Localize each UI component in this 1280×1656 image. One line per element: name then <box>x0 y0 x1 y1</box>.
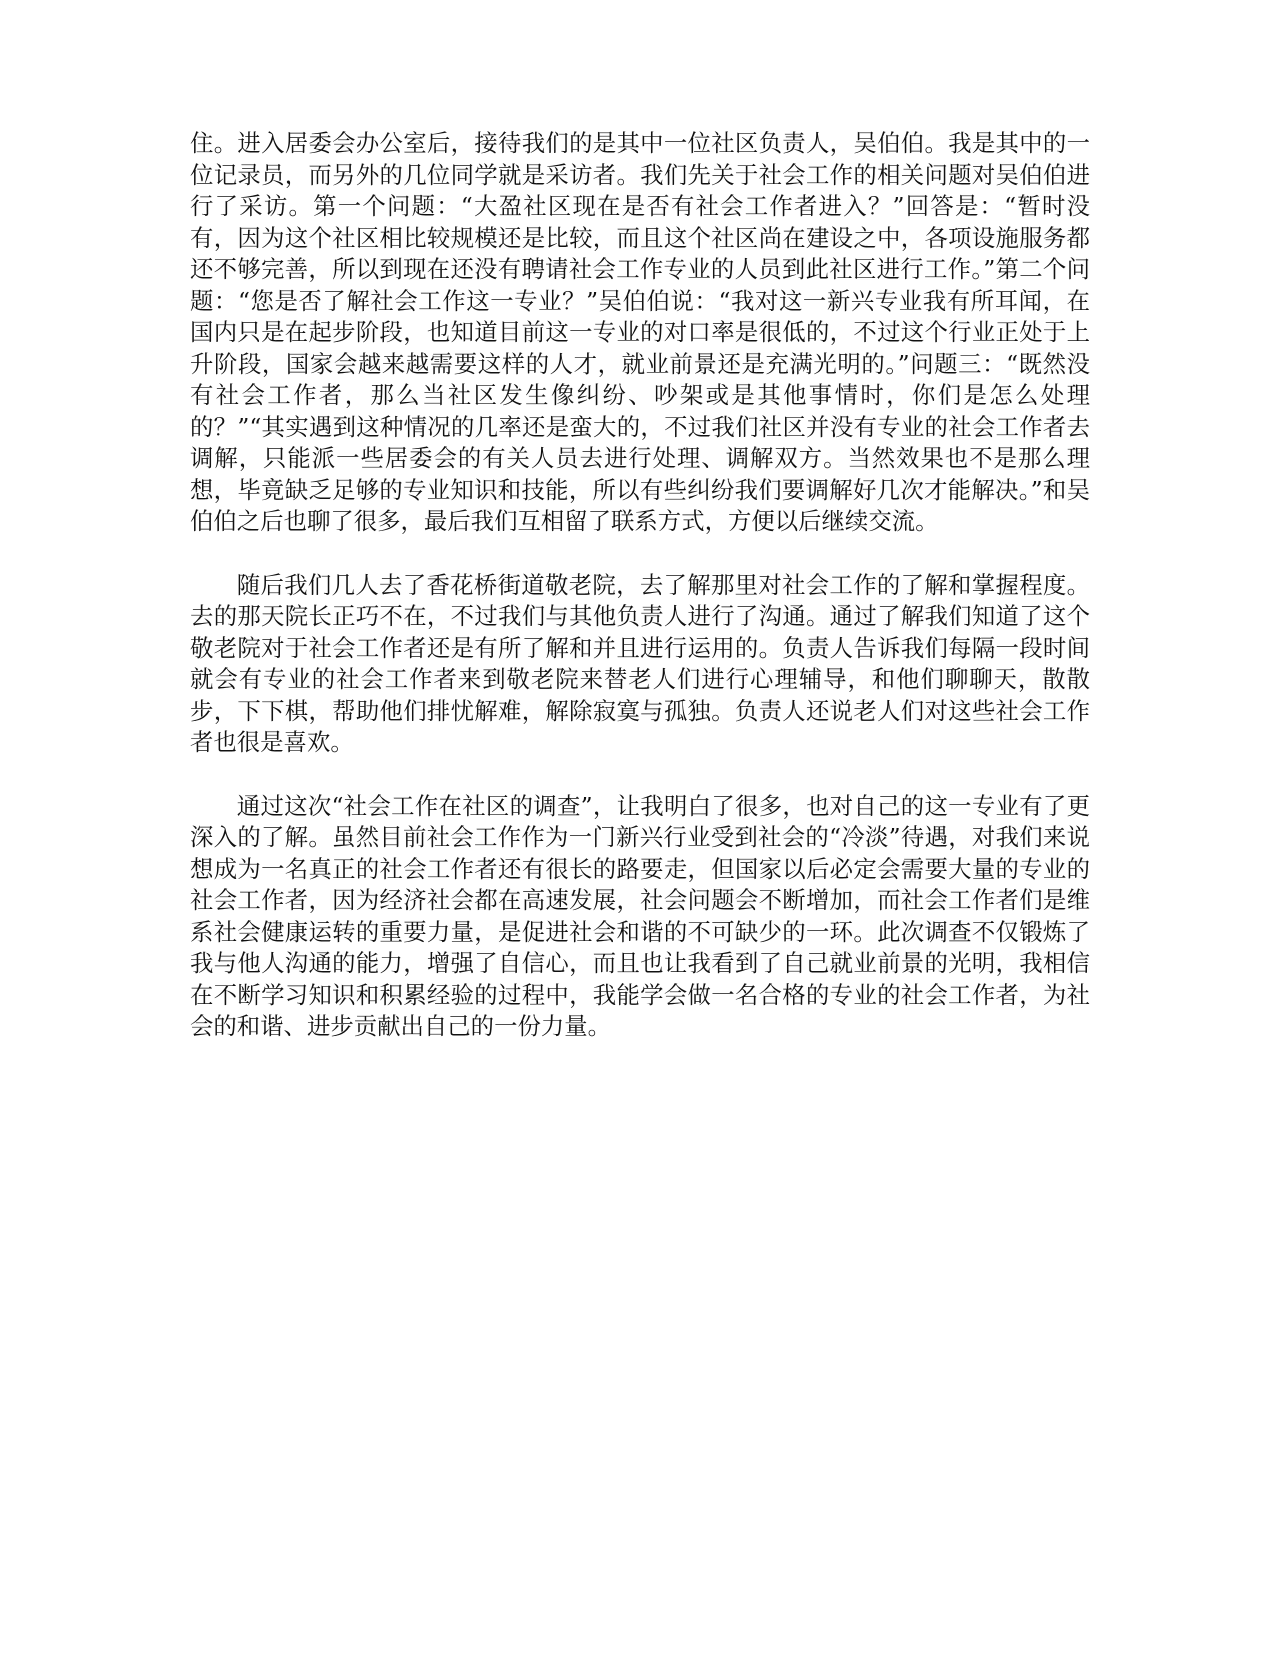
paragraph-nursing-home: 随后我们几人去了香花桥街道敬老院，去了解那里对社会工作的了解和掌握程度。去的那天院长正巧不在，不过我们与其他负责人进行了沟通。通过了解我们知道了这个敬老院对于社会工作者还是有所了解和并且进行运用的。负责人告诉我们每隔一段时间就会有专业的社会工作者来到敬老院来替老人们进行心理辅导，和他们聊聊天，散散步，下下棋，帮助他们排忧解难，解除寂寞与孤独。负责人还说老人们对这些社会工作者也很是喜欢。 <box>190 570 1090 756</box>
document-body <box>190 128 1090 1075</box>
paragraph-interview-community: 住。进入居委会办公室后，接待我们的是其中一位社区负责人，吴伯伯。我是其中的一位记录员，而另外的几位同学就是采访者。我们先关于社会工作的相关问题对吴伯伯进行了采访。第一个问题：“大盈社区现在是否有社会工作者进入？”回答是：“暂时没有，因为这个社区相比较规模还是比较，而且这个社区尚在建设之中，各项设施服务都还不够完善，所以到现在还没有聘请社会工作专业的人员到此社区进行工作。”第二个问题：“您是否了解社会工作这一专业？”吴伯伯说：“我对这一新兴专业我有所耳闻，在国内只是在起步阶段，也知道目前这一专业的对口率是很低的，不过这个行业正处于上升阶段，国家会越来越需要这样的人才，就业前景还是充满光明的。”问题三：“既然没有社会工作者，那么当社区发生像纠纷、吵架或是其他事情时，你们是怎么处理的？”“其实遇到这种情况的几率还是蛮大的，不过我们社区并没有专业的社会工作者去调解，只能派一些居委会的有关人员去进行处理、调解双方。当然效果也不是那么理想，毕竟缺乏足够的专业知识和技能，所以有些纠纷我们要调解好几次才能解决。”和吴伯伯之后也聊了很多，最后我们互相留了联系方式，方便以后继续交流。 <box>190 129 1090 535</box>
paragraph-conclusion: 通过这次“社会工作在社区的调查”，让我明白了很多，也对自己的这一专业有了更深入的了解。虽然目前社会工作作为一门新兴行业受到社会的“冷淡”待遇，对我们来说想成为一名真正的社会工作者还有很长的路要走，但国家以后必定会需要大量的专业的社会工作者，因为经济社会都在高速发展，社会问题会不断增加，而社会工作者们是维系社会健康运转的重要力量，是促进社会和谐的不可缺少的一环。此次调查不仅锻炼了我与他人沟通的能力，增强了自信心，而且也让我看到了自己就业前景的光明，我相信在不断学习知识和积累经验的过程中，我能学会做一名合格的专业的社会工作者，为社会的和谐、进步贡献出自己的一份力量。 <box>190 791 1090 1040</box>
